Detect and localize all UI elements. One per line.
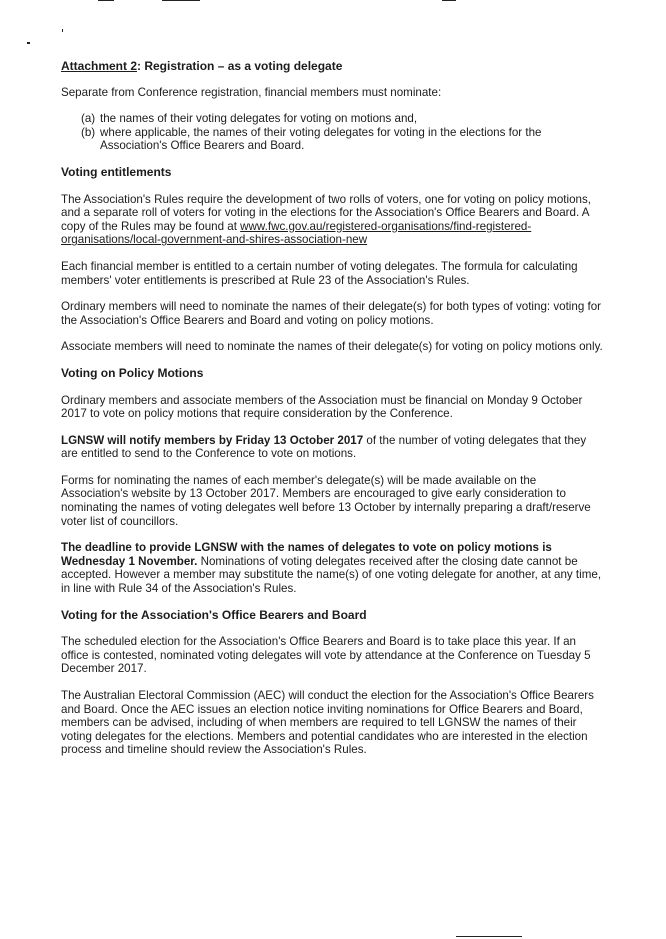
election-paragraph: The scheduled election for the Association's Office Bearers and Board is to take place this year. If an office is contested, nominated voting delegates will vote by attendance at the Conference on Tuesday 5 December 2017. [61, 635, 591, 676]
scan-mark-top-2 [162, 0, 200, 1]
policy-motions-heading: Voting on Policy Motions [61, 365, 204, 380]
document-page [61, 60, 606, 770]
entitlement-paragraph: Each financial member is entitled to a certain number of voting delegates. The formula for calculating members' voter entitlements is prescribed at Rule 23 of the Association's Rules. [61, 259, 578, 287]
ordinary-members-paragraph: Ordinary members will need to nominate the names of their delegate(s) for both types of voting: voting for the Association's Office Bearers and Board and voting on policy motions. [61, 300, 602, 327]
rules-paragraph [61, 193, 606, 247]
scan-dot-1 [62, 29, 63, 32]
aec-paragraph: The Australian Electoral Commission (AEC) will conduct the election for the Association's Office Bearers and Board. Once the AEC issues an election notice inviting nominations for Office Bearers and Board, members can be advised, including of when members are required to tell LGNSW the names of their voting delegates for the elections. Members and potential candidates who are interested in the election process and timeline should review the Association's Rules. [61, 689, 594, 757]
forms-paragraph: Forms for nominating the names of each member's delegate(s) will be made available on the Association's website by 13 October 2017. Members are encouraged to give early consideration to nominating the names of voting delegates well before 13 October by internally preparing a draft/reserve voter list of councillors. [61, 473, 591, 528]
deadline-paragraph [61, 541, 606, 595]
nominate-list [61, 112, 606, 153]
list-marker: (a) [81, 112, 96, 126]
notify-paragraph [61, 434, 606, 461]
list-marker: (b) [81, 125, 96, 139]
associate-members-paragraph: Associate members will need to nominate the names of their delegate(s) for voting on policy motions only. [61, 340, 603, 354]
intro-paragraph: Separate from Conference registration, financial members must nominate: [61, 85, 442, 99]
scan-mark-top-3 [442, 0, 456, 1]
financial-members-paragraph: Ordinary members and associate members of the Association must be financial on Monday 9 October 2017 to vote on policy motions that require consideration by the Conference. [61, 393, 583, 421]
scan-dot-2 [27, 42, 30, 44]
voting-entitlements-heading: Voting entitlements [61, 164, 172, 179]
list-item [81, 126, 606, 153]
list-item-text: where applicable, the names of their voting delegates for voting in the elections for the Association's Office Bearers and Board. [100, 125, 542, 153]
scan-mark-top-1 [98, 0, 114, 1]
deadline-rest: Nominations of voting delegates received after the closing date cannot be accepted. However a member may substitute the name(s) of one voting delegate for another, at any time, in line with Rule 34 of the Association's Rules. [61, 554, 602, 596]
notify-bold: LGNSW will notify members by Friday 13 October 2017 [61, 433, 364, 447]
attachment-label: Attachment 2 [61, 59, 138, 73]
notify-rest: of the number of voting delegates that they are entitled to send to the Conference to vote on motions. [61, 433, 587, 461]
list-item-text: the names of their voting delegates for voting on motions and, [100, 112, 418, 126]
scan-mark-bottom [456, 936, 522, 937]
deadline-bold: The deadline to provide LGNSW with the names of delegates to vote on policy motions is Wednesday 1 November. [61, 541, 552, 568]
rules-paragraph-text: The Association's Rules require the development of two rolls of voters, one for voting on policy motions, and a separate roll of voters for voting in the elections for the Association's Office Bearers and Board. A copy of the Rules may be found at [61, 192, 592, 233]
list-item [81, 112, 606, 126]
office-bearers-heading: Voting for the Association's Office Bearers and Board [61, 607, 367, 622]
rules-link[interactable]: www.fwc.gov.au/registered-organisations/find-registered-organisations/local-government-and-shires-association-new [61, 219, 532, 247]
attachment-title: : Registration – as a voting delegate [137, 59, 343, 73]
attachment-heading [61, 60, 606, 74]
